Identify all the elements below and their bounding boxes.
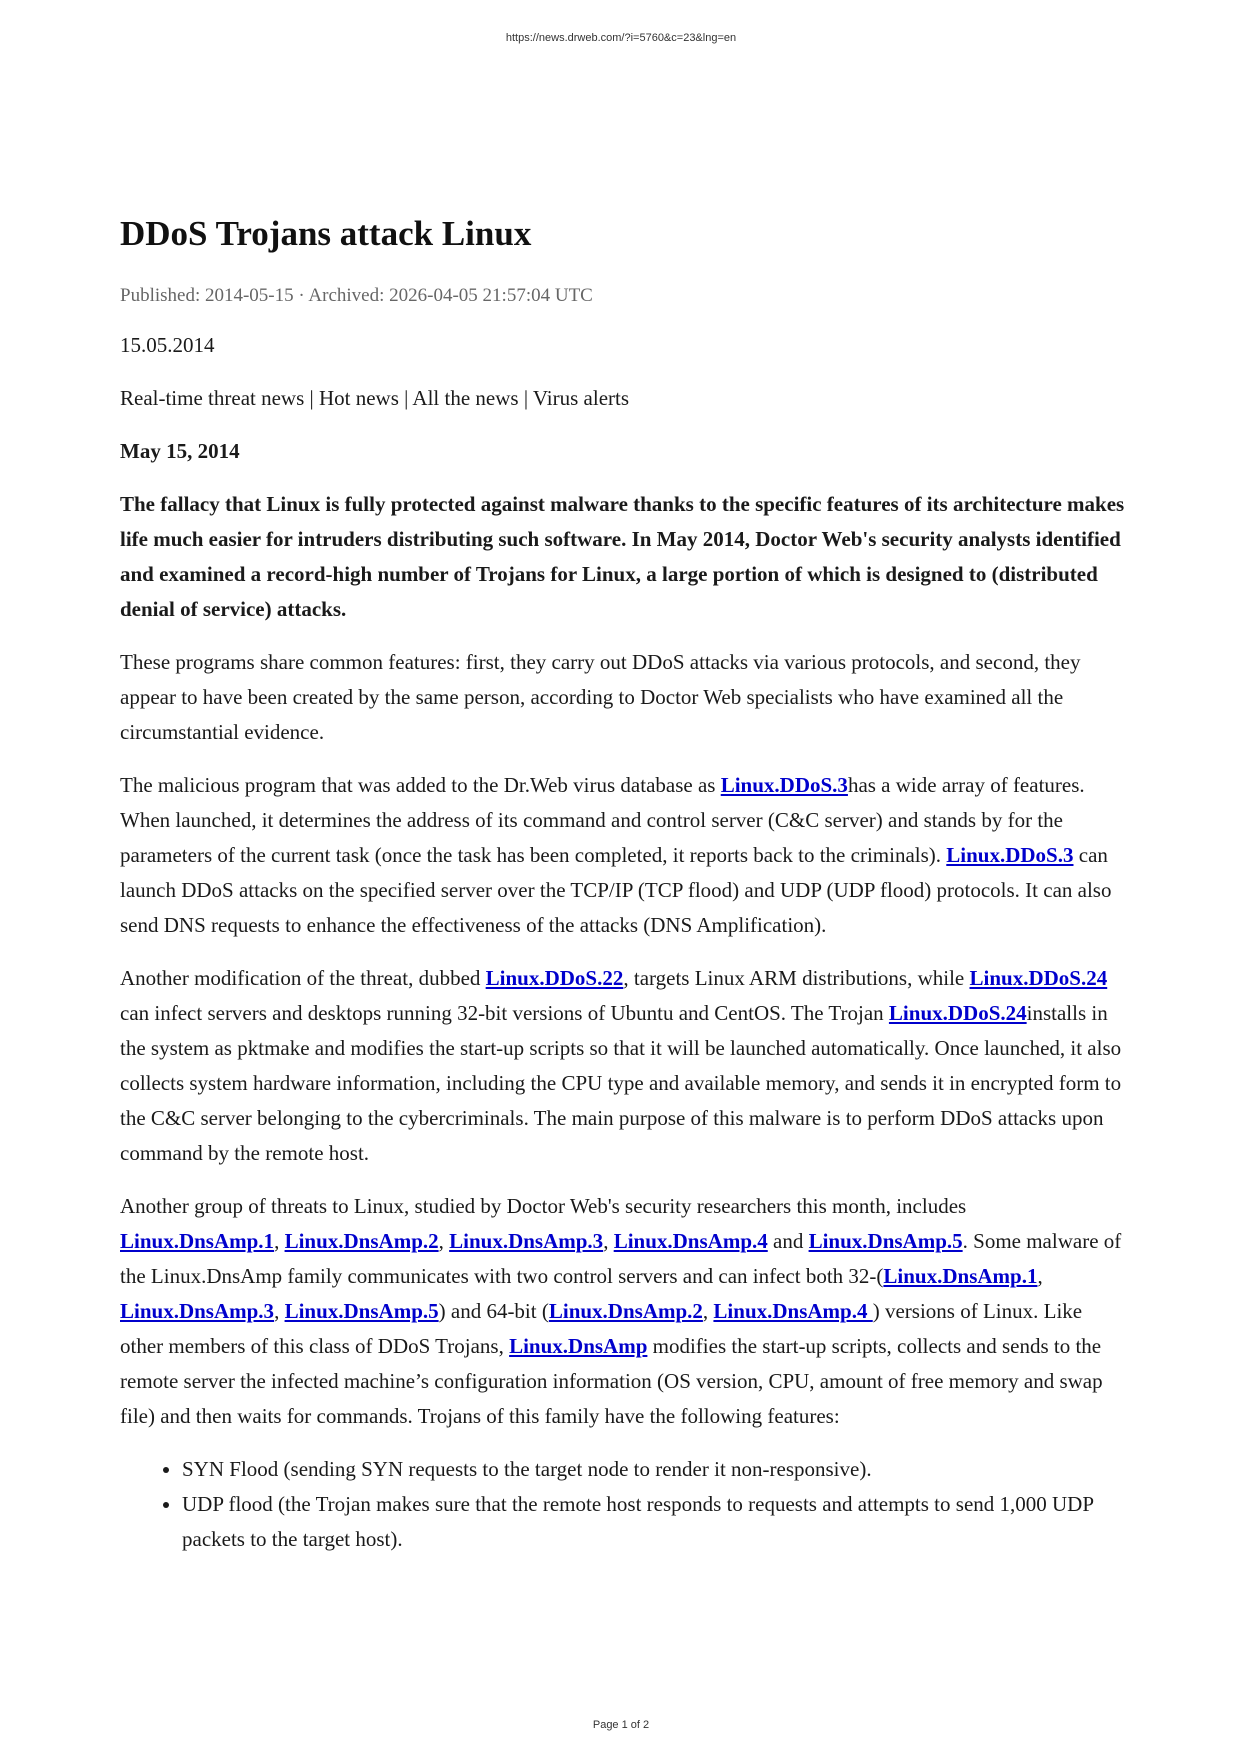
- article-date-short: 15.05.2014: [120, 333, 215, 357]
- link-linux-dnsamp-2[interactable]: Linux.DnsAmp.2: [284, 1229, 439, 1253]
- link-linux-dnsamp-3[interactable]: Linux.DnsAmp.3: [120, 1299, 275, 1323]
- link-linux-dnsamp-1[interactable]: Linux.DnsAmp.1: [120, 1229, 275, 1253]
- text-segment: can launch DDoS attacks on the specified server over the TCP/IP (TCP flood) and UDP (UDP flood) protocols. It can also send DNS requests to enhance the effectiveness of the attacks (DNS Amplification).: [120, 843, 1112, 937]
- feature-list: [120, 1452, 1130, 1557]
- paragraph-linux-dnsamp: [120, 1189, 1130, 1434]
- link-linux-dnsamp[interactable]: Linux.DnsAmp: [509, 1334, 648, 1358]
- text-segment: Another group of threats to Linux, studied by Doctor Web's security researchers this month, includes: [120, 1194, 967, 1218]
- link-linux-dnsamp-4[interactable]: Linux.DnsAmp.4: [713, 1299, 873, 1323]
- link-linux-dnsamp-3[interactable]: Linux.DnsAmp.3: [449, 1229, 604, 1253]
- paragraph-common-features: These programs share common features: first, they carry out DDoS attacks via various protocols, and second, they appear to have been created by the same person, according to Doctor Web specialists who have examined all the circumstantial evidence.: [120, 650, 1081, 744]
- feature-list-item: • SYN Flood (sending SYN requests to the target node to render it non-responsive).: [182, 1452, 1130, 1487]
- link-linux-dnsamp-4[interactable]: Linux.DnsAmp.4: [613, 1229, 768, 1253]
- feature-list-item: • UDP flood (the Trojan makes sure that the remote host responds to requests and attempts to send 1,000 UDP packets to the target host).: [182, 1487, 1130, 1557]
- page-url-header: https://news.drweb.com/?i=5760&c=23&lng=en: [505, 32, 737, 44]
- text-segment: , targets Linux ARM distributions, while: [623, 966, 970, 990]
- text-segment: installs in the system as pktmake and modifies the start-up scripts so that it will be launched automatically. Once launched, it also collects system hardware information, including the CPU type and available memory, and sends it in encrypted form to the C&C server belonging to the cybercriminals. The main purpose of this malware is to perform DDoS attacks upon command by the remote host.: [120, 1001, 1122, 1165]
- article-lead: The fallacy that Linux is fully protected against malware thanks to the specific features of its architecture makes life much easier for intruders distributing such software. In May 2014, Doctor Web's security analysts identified and examined a record-high number of Trojans for Linux, a large portion of which is designed to (distributed denial of service) attacks.: [120, 492, 1125, 621]
- paragraph-linux-ddos-22-24: [120, 961, 1130, 1171]
- text-segment: ,: [603, 1229, 614, 1253]
- news-navigation-line: Real-time threat news | Hot news | All the news | Virus alerts: [120, 386, 630, 410]
- text-segment: ,: [702, 1299, 714, 1323]
- text-segment: modifies the start-up scripts, collects and sends to the remote server the infected machine’s configuration information (OS version, CPU, amount of free memory and swap file) and then waits for commands. Trojans of this family have the following features:: [120, 1334, 1103, 1428]
- link-linux-ddos-22[interactable]: Linux.DDoS.22: [485, 966, 624, 990]
- link-linux-ddos-3[interactable]: Linux.DDoS.3: [946, 843, 1074, 867]
- link-linux-ddos-24[interactable]: Linux.DDoS.24: [969, 966, 1108, 990]
- text-segment: ) and 64-bit (: [438, 1299, 549, 1323]
- article: [120, 212, 1130, 1557]
- publication-meta: Published: 2014-05-15 · Archived: 2026-04-05 21:57:04 UTC: [120, 285, 593, 306]
- article-title: DDoS Trojans attack Linux: [120, 214, 532, 253]
- paragraph-linux-ddos-3: [120, 768, 1130, 943]
- text-segment: Another modification of the threat, dubbed: [120, 966, 486, 990]
- link-linux-dnsamp-1[interactable]: Linux.DnsAmp.1: [883, 1264, 1038, 1288]
- link-linux-ddos-3[interactable]: Linux.DDoS.3: [720, 773, 848, 797]
- text-segment: ,: [274, 1229, 285, 1253]
- link-linux-dnsamp-2[interactable]: Linux.DnsAmp.2: [548, 1299, 703, 1323]
- text-segment: and: [767, 1229, 809, 1253]
- text-segment: . Some malware of the Linux.DnsAmp family communicates with two control servers and can infect both 32-(: [120, 1229, 1122, 1288]
- text-segment: ,: [438, 1229, 450, 1253]
- text-segment: ,: [1037, 1264, 1043, 1288]
- text-segment: ,: [274, 1299, 285, 1323]
- text-segment: ) versions of Linux. Like other members of this class of DDoS Trojans,: [120, 1299, 1083, 1358]
- article-date-long: May 15, 2014: [120, 439, 240, 463]
- page-number-footer: Page 1 of 2: [592, 1719, 650, 1731]
- text-segment: The malicious program that was added to the Dr.Web virus database as: [120, 773, 721, 797]
- link-linux-ddos-24[interactable]: Linux.DDoS.24: [888, 1001, 1027, 1025]
- text-segment: can infect servers and desktops running 32-bit versions of Ubuntu and CentOS. The Trojan: [120, 1001, 889, 1025]
- link-linux-dnsamp-5[interactable]: Linux.DnsAmp.5: [284, 1299, 439, 1323]
- link-linux-dnsamp-5[interactable]: Linux.DnsAmp.5: [808, 1229, 963, 1253]
- text-segment: has a wide array of features. When launched, it determines the address of its command and control server (C&C server) and stands by for the parameters of the current task (once the task has been completed, it reports back to the criminals).: [120, 773, 1085, 867]
